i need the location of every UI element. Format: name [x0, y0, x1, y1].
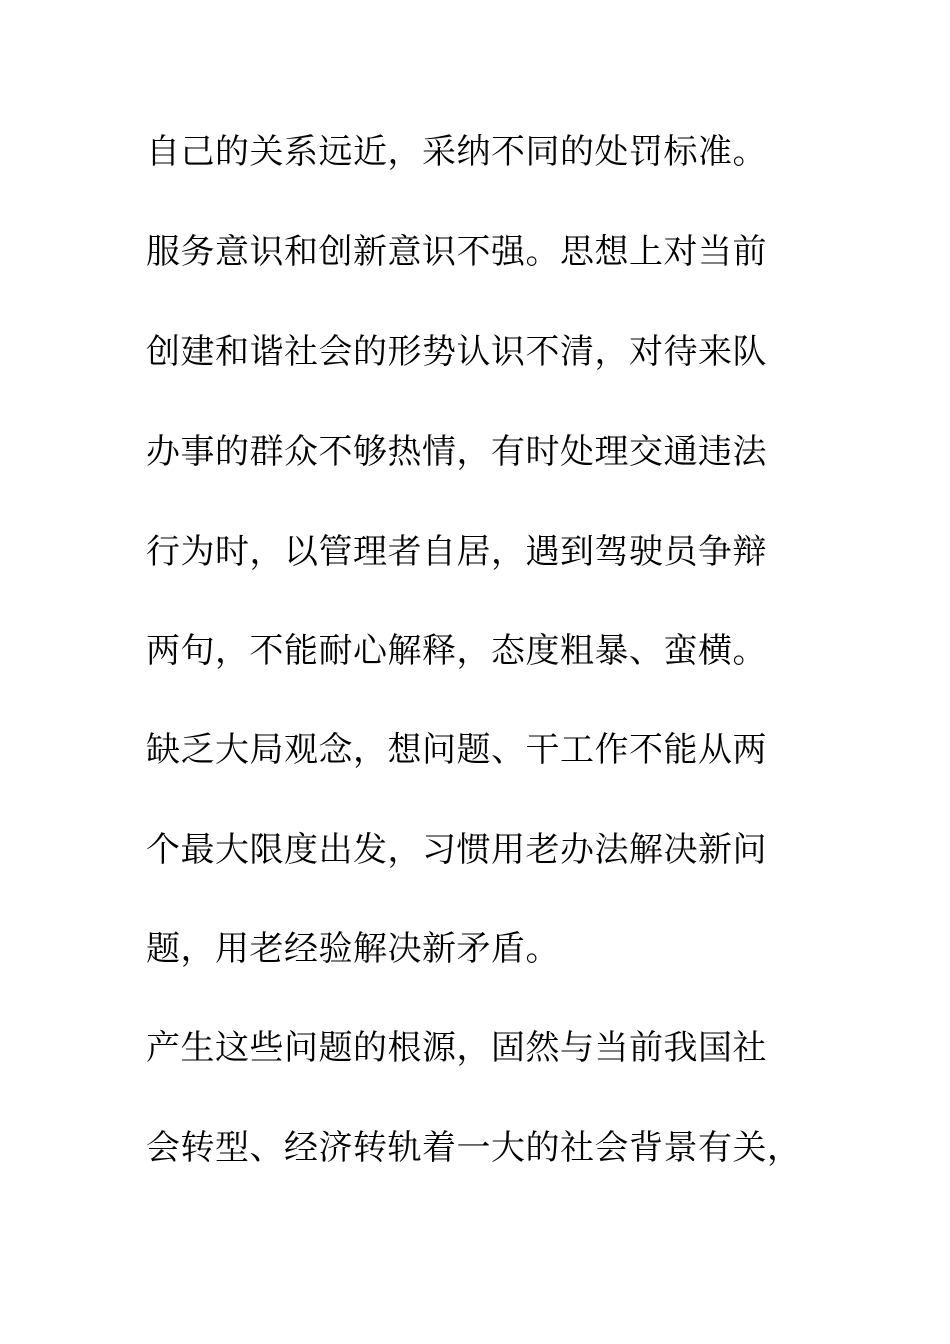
text-line: 两句，不能耐心解释，态度粗暴、蛮横。 [146, 631, 767, 671]
text-line: 会转型、经济转轨着一大的社会背景有关， [146, 1128, 802, 1168]
text-line: 服务意识和创新意识不强。思想上对当前 [146, 232, 767, 272]
text-line: 自己的关系远近，采纳不同的处罚标准。 [146, 132, 767, 172]
text-line: 缺乏大局观念，想问题、干工作不能从两 [146, 730, 767, 770]
text-line: 题，用老经验解决新矛盾。 [146, 929, 560, 969]
text-line: 产生这些问题的根源，固然与当前我国社 [146, 1028, 767, 1068]
text-line: 个最大限度出发，习惯用老办法解决新问 [146, 830, 767, 870]
text-line: 行为时，以管理者自居，遇到驾驶员争辩 [146, 532, 767, 572]
text-line: 创建和谐社会的形势认识不清，对待来队 [146, 332, 767, 372]
text-line: 办事的群众不够热情，有时处理交通违法 [146, 432, 767, 472]
